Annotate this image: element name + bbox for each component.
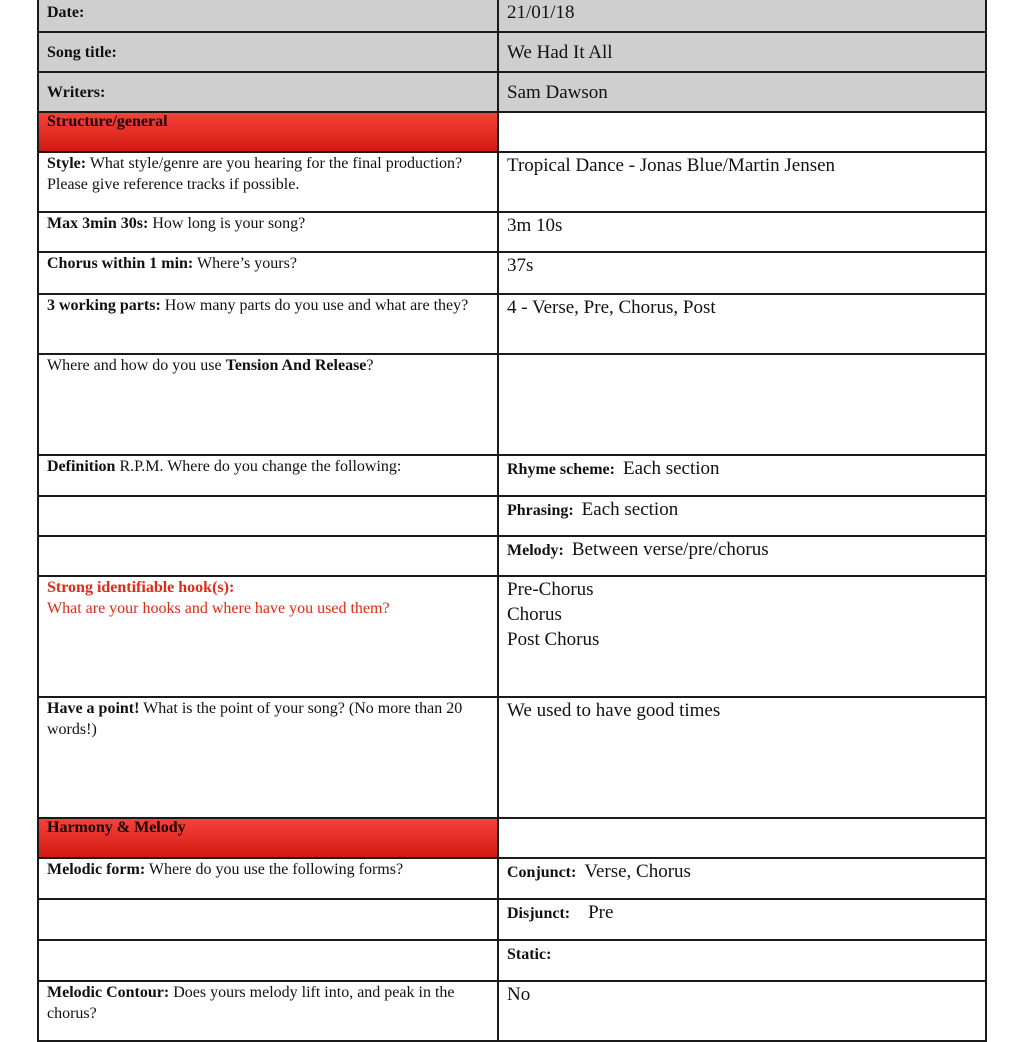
disjunct-row	[38, 899, 986, 940]
static-row	[38, 940, 986, 981]
tension-question	[38, 354, 498, 455]
definition-question	[38, 455, 498, 496]
static-blank	[38, 940, 498, 981]
phrasing-answer: Each section	[581, 499, 679, 520]
style-question	[38, 152, 498, 212]
conjunct-label: Conjunct:	[507, 864, 577, 881]
disjunct-label: Disjunct:	[507, 905, 571, 922]
hook-row	[38, 576, 986, 697]
length-label: Max 3min 30s:	[47, 215, 149, 232]
tension-row	[38, 354, 986, 455]
contour-answer: No	[498, 981, 986, 1041]
structure-section-title: Structure/general	[38, 112, 498, 152]
parts-question	[38, 294, 498, 354]
disjunct-cell	[498, 899, 986, 940]
style-row	[38, 152, 986, 212]
date-value: 21/01/18	[498, 0, 986, 32]
static-label: Static:	[507, 946, 552, 963]
chorus-question-text: Where’s yours?	[193, 255, 297, 272]
melody-answer: Between verse/pre/chorus	[571, 539, 769, 560]
tension-label: Tension And Release	[225, 357, 367, 374]
tension-answer	[498, 354, 986, 455]
rhyme-cell	[498, 455, 986, 496]
parts-answer: 4 - Verse, Pre, Chorus, Post	[498, 294, 986, 354]
structure-section-row	[38, 112, 986, 152]
melody-cell	[498, 536, 986, 576]
point-row	[38, 697, 986, 818]
style-question-text: What style/genre are you hearing for the final production? Please give reference tracks if possible.	[47, 155, 463, 193]
writers-label: Writers:	[38, 72, 498, 112]
melodic-form-label: Melodic form:	[47, 861, 146, 878]
date-row	[38, 0, 986, 32]
hook-answers	[498, 576, 986, 697]
conjunct-cell	[498, 858, 986, 899]
hook-question-text: What are your hooks and where have you used them?	[47, 600, 390, 617]
date-label: Date:	[38, 0, 498, 32]
phrasing-blank	[38, 496, 498, 536]
melodic-form-question-text: Where do you use the following forms?	[145, 861, 404, 878]
parts-question-text: How many parts do you use and what are they?	[160, 297, 469, 314]
style-answer: Tropical Dance - Jonas Blue/Martin Jensen	[498, 152, 986, 212]
writers-row	[38, 72, 986, 112]
static-cell	[498, 940, 986, 981]
definition-question-text: R.P.M. Where do you change the following:	[115, 458, 402, 475]
songwriting-form-table	[37, 0, 987, 1042]
melodic-form-question	[38, 858, 498, 899]
point-answer: We used to have good times	[498, 697, 986, 818]
tension-question-pre: Where and how do you use	[47, 357, 226, 374]
chorus-label: Chorus within 1 min:	[47, 255, 194, 272]
melody-blank	[38, 536, 498, 576]
parts-row	[38, 294, 986, 354]
phrasing-row	[38, 496, 986, 536]
hook-question	[38, 576, 498, 697]
point-question	[38, 697, 498, 818]
chorus-row	[38, 252, 986, 294]
melodic-form-row	[38, 858, 986, 899]
rhyme-label: Rhyme scheme:	[507, 461, 615, 478]
contour-row	[38, 981, 986, 1041]
contour-question	[38, 981, 498, 1041]
point-question-text: What is the point of your song? (No more than 20 words!)	[47, 700, 463, 738]
length-question	[38, 212, 498, 252]
parts-label: 3 working parts:	[47, 297, 161, 314]
harmony-section-blank	[498, 818, 986, 858]
definition-row	[38, 455, 986, 496]
hook-answer-3: Post Chorus	[507, 629, 600, 650]
melody-row	[38, 536, 986, 576]
hook-answer-1: Pre-Chorus	[507, 579, 594, 600]
writers-value: Sam Dawson	[498, 72, 986, 112]
structure-section-blank	[498, 112, 986, 152]
length-answer: 3m 10s	[498, 212, 986, 252]
length-row	[38, 212, 986, 252]
chorus-answer: 37s	[498, 252, 986, 294]
song-title-label: Song title:	[38, 32, 498, 72]
disjunct-answer: Pre	[588, 902, 614, 923]
hook-label: Strong identifiable hook(s):	[47, 579, 235, 596]
harmony-section-title: Harmony & Melody	[38, 818, 498, 858]
phrasing-label: Phrasing:	[507, 502, 574, 519]
contour-label: Melodic Contour:	[47, 984, 170, 1001]
song-title-row	[38, 32, 986, 72]
song-title-value: We Had It All	[498, 32, 986, 72]
melody-label: Melody:	[507, 542, 564, 559]
conjunct-answer: Verse, Chorus	[584, 861, 691, 882]
contour-question-text: Does yours melody lift into, and peak in the chorus?	[47, 984, 455, 1022]
style-label: Style:	[47, 155, 87, 172]
tension-question-post: ?	[366, 357, 374, 374]
harmony-section-row	[38, 818, 986, 858]
hook-answer-2: Chorus	[507, 604, 562, 625]
phrasing-cell	[498, 496, 986, 536]
rhyme-answer: Each section	[622, 458, 720, 479]
chorus-question	[38, 252, 498, 294]
disjunct-blank	[38, 899, 498, 940]
definition-label: Definition	[47, 458, 116, 475]
point-label: Have a point!	[47, 700, 140, 717]
length-question-text: How long is your song?	[148, 215, 306, 232]
